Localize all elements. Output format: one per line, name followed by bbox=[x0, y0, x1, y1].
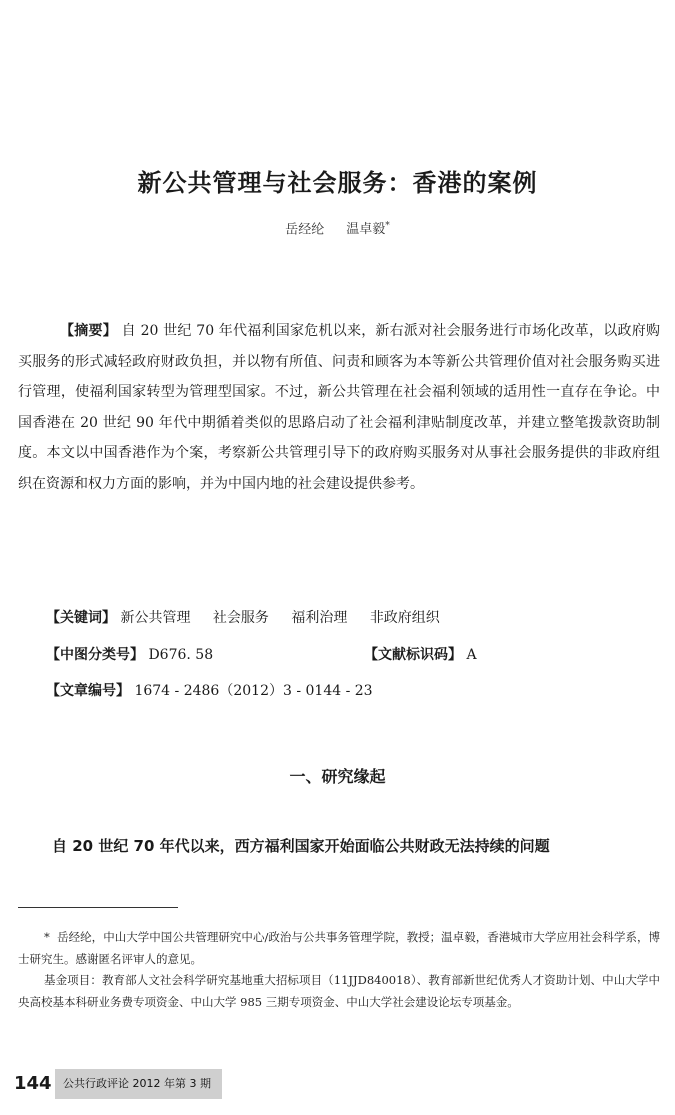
author-name: 岳经纶 bbox=[285, 222, 325, 238]
abstract-label: 【摘要】 bbox=[60, 323, 117, 339]
keywords-label: 【关键词】 bbox=[46, 610, 116, 626]
article-id-line bbox=[46, 680, 646, 702]
footnotes bbox=[18, 927, 660, 1013]
classification-line bbox=[46, 644, 646, 666]
abstract bbox=[18, 316, 660, 500]
page-number: 144 bbox=[14, 1073, 52, 1094]
keyword: 社会服务 bbox=[212, 610, 269, 626]
abstract-text: 自 20 世纪 70 年代福利国家危机以来，新右派对社会服务进行市场化改革，以政府购买服务的形式减轻政府财政负担，并以物有所值、问责和顾客为本等新公共管理价值对社会服务购买进行管理，使福利国家转型为管理型国家。不过，新公共管理在社会福利领域的适用性一直存在争论。中国香港在 20 世纪 90 年代中期循着类似的思路启动了社会福利津贴制度改革，并建立整笔拨款资助制度。本文以中国香港作为个案，考察新公共管理引导下的政府购买服务对从事社会服务提供的非政府组织在资源和权力方面的影响，并为中国内地的社会建设提供参考。 bbox=[18, 323, 661, 492]
keyword: 新公共管理 bbox=[120, 610, 191, 626]
document-code-value: A bbox=[466, 647, 477, 663]
article-id-label: 【文章编号】 bbox=[46, 683, 130, 699]
keywords-line bbox=[46, 607, 646, 629]
author-footnote-text: 岳经纶，中山大学中国公共管理研究中心/政治与公共事务管理学院，教授；温卓毅，香港城市大学应用社会科学系，博士研究生。感谢匿名评审人的意见。 bbox=[18, 930, 661, 966]
author-line bbox=[0, 216, 675, 240]
article-title: 新公共管理与社会服务：香港的案例 bbox=[137, 169, 538, 197]
classification-value: D676. 58 bbox=[148, 647, 214, 663]
footnote-divider bbox=[18, 907, 178, 908]
author-footnote bbox=[18, 927, 660, 970]
keyword: 福利治理 bbox=[291, 610, 348, 626]
journal-footer: 公共行政评论 2012 年第 3 期 bbox=[55, 1069, 222, 1099]
author-note-marker: * bbox=[385, 221, 390, 231]
article-id-value: 1674 - 2486（2012）3 - 0144 - 23 bbox=[134, 683, 373, 699]
document-code-label: 【文献标识码】 bbox=[364, 647, 462, 663]
document-code bbox=[364, 644, 477, 666]
classification-label: 【中图分类号】 bbox=[46, 647, 144, 663]
keyword: 非政府组织 bbox=[369, 610, 440, 626]
footnote-marker: * bbox=[44, 930, 50, 944]
body-paragraph: 自 20 世纪 70 年代以来，西方福利国家开始面临公共财政无法持续的问题 bbox=[52, 837, 550, 855]
funding-footnote: 基金项目：教育部人文社会科学研究基地重大招标项目（11JJD840018）、教育部新世纪优秀人才资助计划、中山大学中央高校基本科研业务费专项资金、中山大学 985 三期专项资金、中山大学社会建设论坛专项基金。 bbox=[18, 973, 660, 1009]
section-heading: 一、研究缘起 bbox=[289, 767, 386, 786]
author-name: 温卓毅 bbox=[346, 222, 386, 238]
